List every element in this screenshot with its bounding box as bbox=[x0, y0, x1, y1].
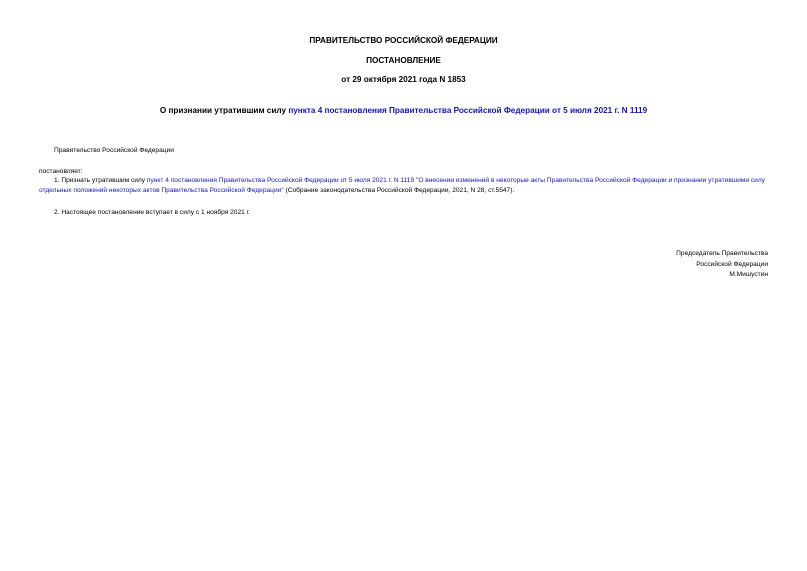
decrees-text: постановляет: bbox=[39, 168, 83, 175]
authority-text: Правительство Российской Федерации bbox=[54, 147, 174, 154]
title-link[interactable]: пункта 4 постановления Правительства Российской Федерации от 5 июля 2021 г. N 1119 bbox=[288, 106, 648, 115]
signatory-name: М.Мишустин bbox=[729, 271, 768, 278]
item-2-paragraph: 2. Настоящее постановление вступает в силу с 1 ноября 2021 г. bbox=[54, 209, 251, 216]
item-1-prefix: 1. Признать утратившим силу bbox=[54, 177, 147, 184]
item-1-link[interactable]: пункт 4 постановления Правительства Российской Федерации от 5 июля 2021 г. N 1119 "О внесении изменений в некоторые акты Правительства Российской Федерации и признании утратившими силу отдельных положений некоторых актов Правительства Российской Федерации" bbox=[39, 177, 765, 194]
document-title bbox=[0, 106, 807, 115]
signatory-role-line-1: Председатель Правительства bbox=[676, 250, 768, 257]
date-number-heading: от 29 октября 2021 года N 1853 bbox=[341, 75, 466, 84]
document-type-heading: ПОСТАНОВЛЕНИЕ bbox=[366, 56, 441, 65]
signatory-role-line-2: Российской Федерации bbox=[696, 261, 768, 268]
title-prefix: О признании утратившим силу bbox=[159, 106, 289, 115]
item-1-paragraph bbox=[39, 176, 774, 196]
item-1-suffix: (Собрание законодательства Российской Федерации, 2021, N 28, ст.5547). bbox=[283, 186, 515, 194]
issuer-heading: ПРАВИТЕЛЬСТВО РОССИЙСКОЙ ФЕДЕРАЦИИ bbox=[309, 36, 498, 45]
